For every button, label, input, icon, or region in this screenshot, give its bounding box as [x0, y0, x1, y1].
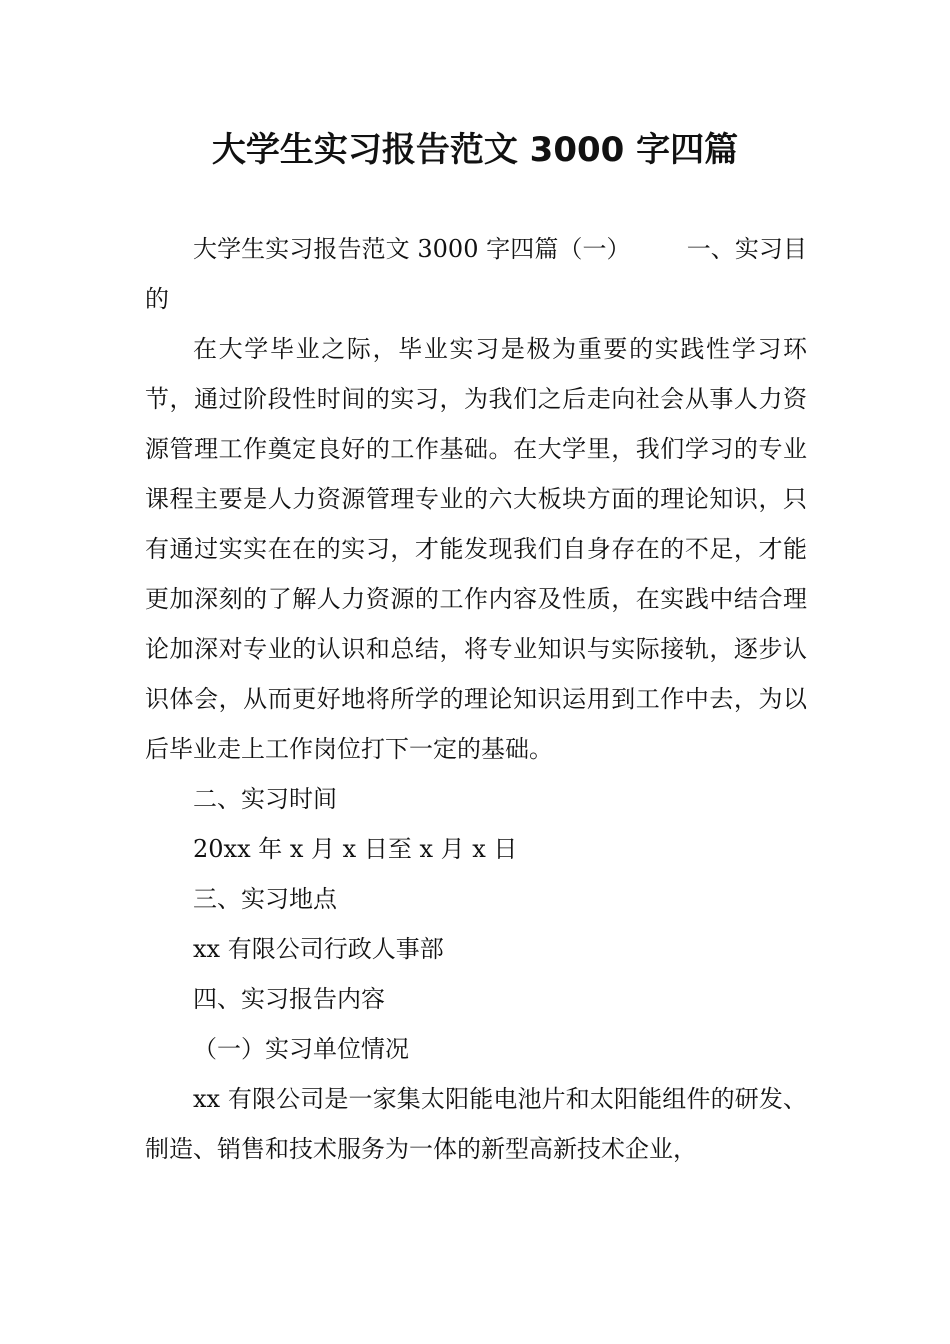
document-body: [145, 224, 807, 1174]
heading-place: 三、实习地点: [193, 885, 337, 913]
intro-part-title: 大学生实习报告范文 3000 字四篇（一）: [193, 235, 631, 263]
paragraph-purpose: 在大学毕业之际，毕业实习是极为重要的实践性学习环节，通过阶段性时间的实习，为我们之后走向社会从事人力资源管理工作奠定良好的工作基础。在大学里，我们学习的专业课程主要是人力资源管理专业的六大板块方面的理论知识，只有通过实实在在的实习，才能发现我们自身存在的不足，才能更加深刻的了解人力资源的工作内容及性质，在实践中结合理论加深对专业的认识和总结，将专业知识与实际接轨，逐步认识体会，从而更好地将所学的理论知识运用到工作中去，为以后毕业走上工作岗位打下一定的基础。: [145, 335, 807, 763]
paragraph-intro: [145, 224, 807, 324]
paragraph-place: xx 有限公司行政人事部: [193, 935, 444, 963]
heading-time: 二、实习时间: [193, 785, 337, 813]
paragraph-time: 20xx 年 x 月 x 日至 x 月 x 日: [193, 835, 518, 863]
paragraph-unit: xx 有限公司是一家集太阳能电池片和太阳能组件的研发、制造、销售和技术服务为一体的新型高新技术企业，: [145, 1085, 807, 1163]
intro-part-heading: 一、实习目的: [145, 235, 808, 313]
heading-unit: （一）实习单位情况: [193, 1035, 409, 1063]
heading-content: 四、实习报告内容: [193, 985, 385, 1013]
document-title: 大学生实习报告范文 3000 字四篇: [211, 130, 739, 170]
